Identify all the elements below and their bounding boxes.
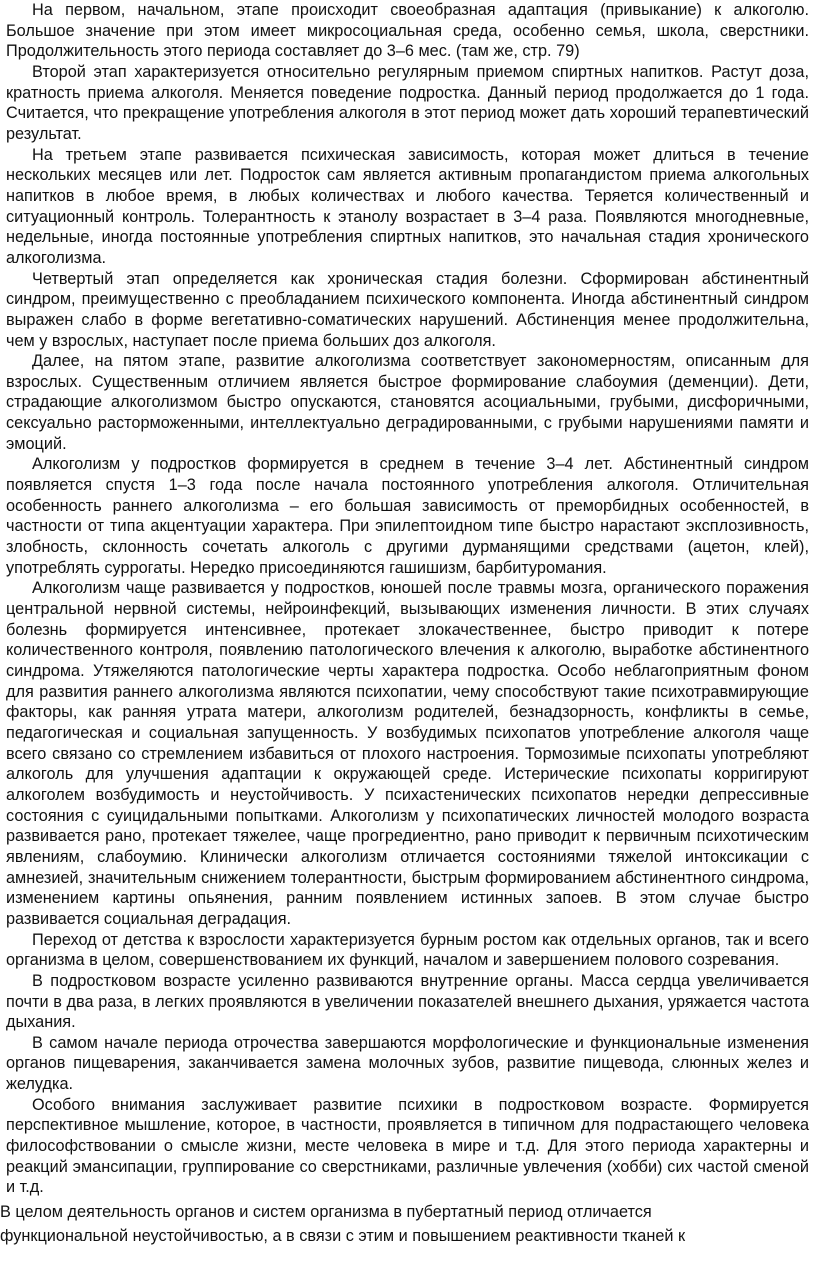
- paragraph-teen-alcoholism-onset: Алкоголизм у подростков формируется в среднем в течение 3–4 лет. Абстинентный синдром появляется спустя 1–3 года после начала постоянного употребления алкоголя. Отличительная особенность раннего алкоголизма – его большая зависимость от преморбидных особенностей, в частности от типа акцентуации характера. При эпилептоидном типе быстро нарастают эксплозивность, злобность, склонность сочетать алкоголь с другими дурманящими средствами (ацетон, клей), употреблять суррогаты. Нередко присоединяются гашишизм, барбитуромания.: [6, 455, 809, 577]
- paragraph-internal-organs: В подростковом возрасте усиленно развиваются внутренние органы. Масса сердца увеличивается почти в два раза, в легких проявляются в увеличении показателей внешнего дыхания, уряжается частота дыхания.: [6, 971, 809, 1032]
- closing-line: В целом деятельность органов и систем организма в пубертатный период отличается: [0, 1203, 652, 1221]
- paragraph-fifth-stage: Далее, на пятом этапе, развитие алкоголизма соответствует закономерностям, описанным для взрослых. Существенным отличием является быстрое формирование слабоумия (деменции). Дети, страдающие алкоголизмом быстро опускаются, становятся асоциальными, грубыми, дисфоричными, сексуально расторможенными, интеллектуально деградированными, с грубыми нарушениями памяти и эмоций.: [6, 352, 809, 453]
- paragraph-adaptation-stage: На первом, начальном, этапе происходит своеобразная адаптация (привыкание) к алкоголю. Большое значение при этом имеет микросоциальная среда, особенно семья, школа, сверстники. Продолжительность этого периода составляет до 3–6 мес. (там же, стр. 79): [6, 1, 809, 61]
- closing-line: функциональной неустойчивостью, а в связи с этим и повышением реактивности тканей к: [0, 1226, 686, 1245]
- closing-text: [0, 1201, 816, 1248]
- document-body: [6, 0, 809, 1198]
- paragraph-growth-transition: Переход от детства к взрослости характеризуется бурным ростом как отдельных органов, так и всего организма в целом, совершенствованием их функций, началом и завершением полового созревания.: [6, 930, 809, 970]
- paragraph-digestion: В самом начале периода отрочества завершаются морфологические и функциональные изменения органов пищеварения, заканчивается замена молочных зубов, развитие пищевода, слюнных желез и желудка.: [6, 1033, 809, 1094]
- paragraph-risk-factors: Алкоголизм чаще развивается у подростков, юношей после травмы мозга, органического поражения центральной нервной системы, нейроинфекций, вызывающих изменения личности. В этих случаях болезнь формируется интенсивнее, протекает злокачественнее, быстро приводит к потере количественного контроля, появлению патологического влечения к алкоголю, выработке абстинентного синдрома. Утяжеляются патологические черты характера подростка. Особо неблагоприятным фоном для развития раннего алкоголизма являются психопатии, чему способствуют такие психотравмирующие факторы, как ранняя утрата матери, алкоголизм родителей, безнадзорность, конфликты в семье, педагогическая и социальная запущенность. У возбудимых психопатов употребление алкоголя чаще всего связано со стремлением избавиться от плохого настроения. Тормозимые психопаты употребляют алкоголь для улучшения адаптации к окружающей среде. Истерические психопаты корригируют алкоголем возбудимость и неустойчивость. У психастенических психопатов нередки депрессивные состояния с суицидальными попытками. Алкоголизм у психопатических личностей молодого возраста развивается рано, протекает тяжелее, чаще прогредиентно, рано приводит к первичным психотическим явлениям, слабоумию. Клинически алкоголизм отличается состояниями тяжелой интоксикации с амнезией, значительным снижением толерантности, быстрым формированием абстинентного синдрома, изменением картины опьянения, ранним появлением истинных запоев. В этом случае быстро развивается социальная деградация.: [6, 579, 809, 928]
- paragraph-fourth-stage: Четвертый этап определяется как хроническая стадия болезни. Сформирован абстинентный синдром, преимущественно с преобладанием психического компонента. Иногда абстинентный синдром выражен слабо в форме вегетативно-соматических нарушений. Абстиненция менее продолжительна, чем у взрослых, наступает после приема больших доз алкоголя.: [6, 269, 809, 350]
- paragraph-second-stage: Второй этап характеризуется относительно регулярным приемом спиртных напитков. Растут доза, кратность приема алкоголя. Меняется поведение подростка. Данный период продолжается до 1 года. Считается, что прекращение употребления алкоголя в этот период может дать хороший терапевтический результат.: [6, 62, 809, 143]
- paragraph-third-stage: На третьем этапе развивается психическая зависимость, которая может длиться в течение нескольких месяцев или лет. Подросток сам является активным пропагандистом приема алкогольных напитков в любое время, в любых количествах и любого качества. Теряется количественный и ситуационный контроль. Толерантность к этанолу возрастает в 3–4 раза. Появляются многодневные, недельные, иногда постоянные употребления спиртных напитков, это начальная стадия хронического алкоголизма.: [6, 145, 809, 267]
- paragraph-psyche-development: Особого внимания заслуживает развитие психики в подростковом возрасте. Формируется перспективное мышление, которое, в частности, проявляется в типичном для подрастающего человека философствовании о смысле жизни, месте человека в мире и т.д. Для этого периода характерны и реакций эмансипации, группирование со сверстниками, различные увлечения (хобби) сих частой сменой и т.д.: [6, 1095, 809, 1197]
